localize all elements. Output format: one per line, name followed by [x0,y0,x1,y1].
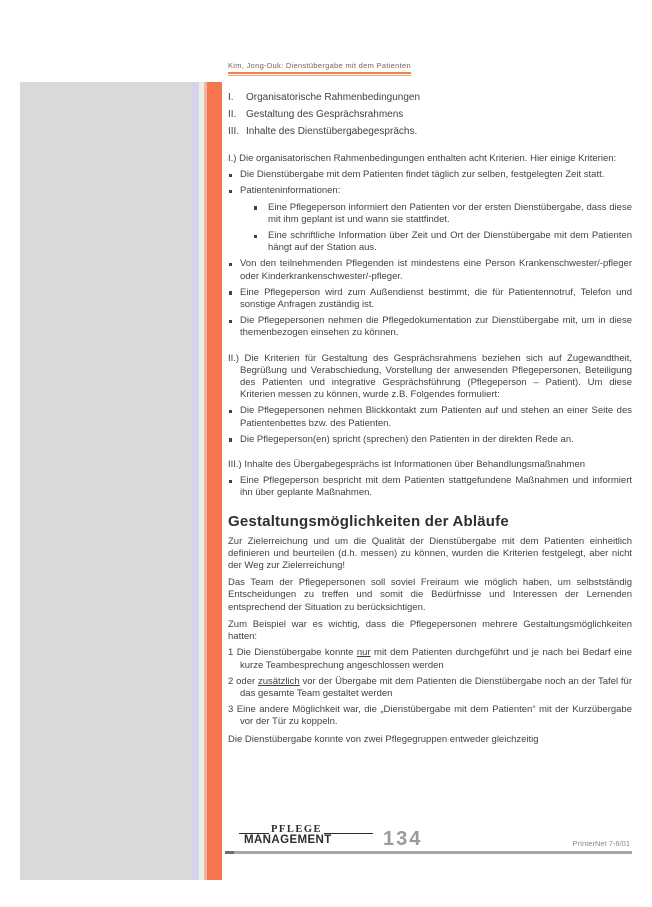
numbered-item [228,676,632,700]
logo-line-1: PFLEGE [271,824,323,835]
section-2-bullet: Die Pflegepersonen nehmen Blickkontakt zum Patienten auf und stehen an einer Seite des Patientenbettes bzw. des Patienten. [228,405,632,429]
running-header-underline [228,72,411,76]
item-text-emphasis: nur [356,647,371,659]
outline-item [228,123,632,140]
outline-label: Gestaltung des Gesprächsrahmens [246,109,404,120]
section-2-bullet: Die Pflegeperson(en) spricht (sprechen) den Patienten in der direkten Rede an. [228,434,632,446]
outline-list [228,89,632,140]
outline-marker: II. [228,109,237,120]
section-2-intro [228,353,632,402]
section-1-intro-text: Die organisatorischen Rahmenbedingungen enthalten acht Kriterien. Hier einige Kriterien: [239,153,617,164]
decorative-strip-lavender [192,82,199,880]
orange-accent-bar [207,82,222,880]
outline-marker: I. [228,92,234,103]
article-content [228,55,632,746]
section-3-marker: III.) [228,459,242,471]
closing-line: Die Dienstübergabe konnte von zwei Pflegegruppen entweder gleichzeitig [228,733,539,745]
section-2-intro-text: Die Kriterien für Gestaltung des Gesprächsrahmens beziehen sich auf Zugewandtheit, Begrüßung und Verabschiedung, Vorstellung der anwesenden Pflegepersonen, Beteiligung des Patienten und integrative Gesprächsführung (Pflegeperson – Patient). Um diese Kriterien messen zu können, wurde z.B. Folgendes formuliert: [240,352,632,401]
outline-item [228,106,632,123]
section-1-bullet: Patienteninformationen: [228,185,632,197]
outline-marker: III. [228,126,240,137]
item-text-pre: oder [236,675,258,687]
outline-item [228,89,632,106]
article-paragraph: Das Team der Pflegepersonen soll soviel Freiraum wie möglich haben, um selbstständig Entscheidungen zu treffen und somit die Bedürfnisse und Interessen der Lernenden entsprechend der Situation zu berücksichtigen. [228,577,632,613]
page-footer [225,823,632,857]
numbered-item-text: Eine andere Möglichkeit war, die „Dienstübergabe mit dem Patienten“ mit der Kurzübergabe vor der Tür zu koppeln. [236,704,633,728]
section-1-marker: I.) [228,153,237,164]
article-paragraph: Zum Beispiel war es wichtig, dass die Pflegepersonen mehrere Gestaltungsmöglichkeiten hatten: [228,618,632,643]
footer-rule [225,851,632,854]
item-text-post: mit dem Patienten durchgeführt und je nach bei Bedarf eine kurze Teambesprechung angeschlossen werden [240,647,632,671]
page-number: 134 [383,828,423,850]
section-1-bullet: Von den teilnehmenden Pflegenden ist mindestens eine Person Krankenschwester/-pfleger oder Kinderkrankenschwester/-pfleger. [228,258,632,282]
logo-line-2: MANAGEMENT [244,834,332,846]
outline-label: Organisatorische Rahmenbedingungen [246,92,421,103]
section-1-bullet: Eine Pflegeperson wird zum Außendienst bestimmt, die für Patientennotruf, Telefon und sonstige Anfragen zuständig ist. [228,287,632,311]
section-1-intro [228,153,632,165]
numbered-item-marker: 2 [228,675,234,687]
article-heading: Gestaltungsmöglichkeiten der Abläufe [228,512,509,530]
item-text-emphasis: zusätzlich [257,675,300,687]
item-text-post: vor der Übergabe mit dem Patienten die Dienstübergabe noch an der Tafel für das gesamte Team gestaltet werden [240,675,632,699]
journal-reference: PrInterNet 7-8/01 [572,839,630,848]
left-gray-panel [20,82,192,880]
section-1-bullet: Die Dienstübergabe mit dem Patienten findet täglich zur selben, festgelegten Zeit statt. [228,169,632,181]
numbered-item-marker: 3 [228,704,234,716]
section-3-bullet: Eine Pflegeperson bespricht mit dem Patienten stattgefundene Maßnahmen und informiert ihn über geplante Maßnahmen. [228,475,632,499]
numbered-item-text [237,647,632,670]
numbered-item [228,704,632,728]
section-1-sub-bullet: Eine schriftliche Information über Zeit und Ort der Dienstübergabe mit dem Patienten hängt auf der Station aus. [252,230,632,254]
section-1-sub-bullet: Eine Pflegeperson informiert den Patienten vor der ersten Dienstübergabe, dass diese mit ihm geplant ist und wann sie stattfindet. [252,202,632,226]
numbered-item [228,647,632,671]
pflege-management-logo [239,824,373,846]
article-paragraph: Zur Zielerreichung und um die Qualität der Dienstübergabe mit dem Patienten einheitlich definieren und beurteilen (d.h. messen) zu können, wurden die Kriterien festgelegt, aber nicht der Weg zur Zielerreichung! [228,535,632,572]
footer-rule-cap [225,851,234,854]
numbered-item-marker: 1 [228,647,234,659]
section-3-intro [228,459,632,471]
outline-label: Inhalte des Dienstübergabegesprächs. [246,126,418,137]
running-header [228,61,411,76]
item-text-pre: Die Dienstübergabe konnte [236,647,357,659]
section-2-marker: II.) [228,352,240,364]
running-header-text: Kim, Jong-Duk: Dienstübergabe mit dem Patienten [228,61,411,70]
section-3-intro-text: Inhalte des Übergabegesprächs ist Informationen über Behandlungsmaßnahmen [244,459,586,471]
numbered-item-text [236,676,632,699]
section-1-bullet: Die Pflegepersonen nehmen die Pflegedokumentation zur Dienstübergabe mit, um in diese themenbezogen einsehen zu können. [228,315,632,339]
